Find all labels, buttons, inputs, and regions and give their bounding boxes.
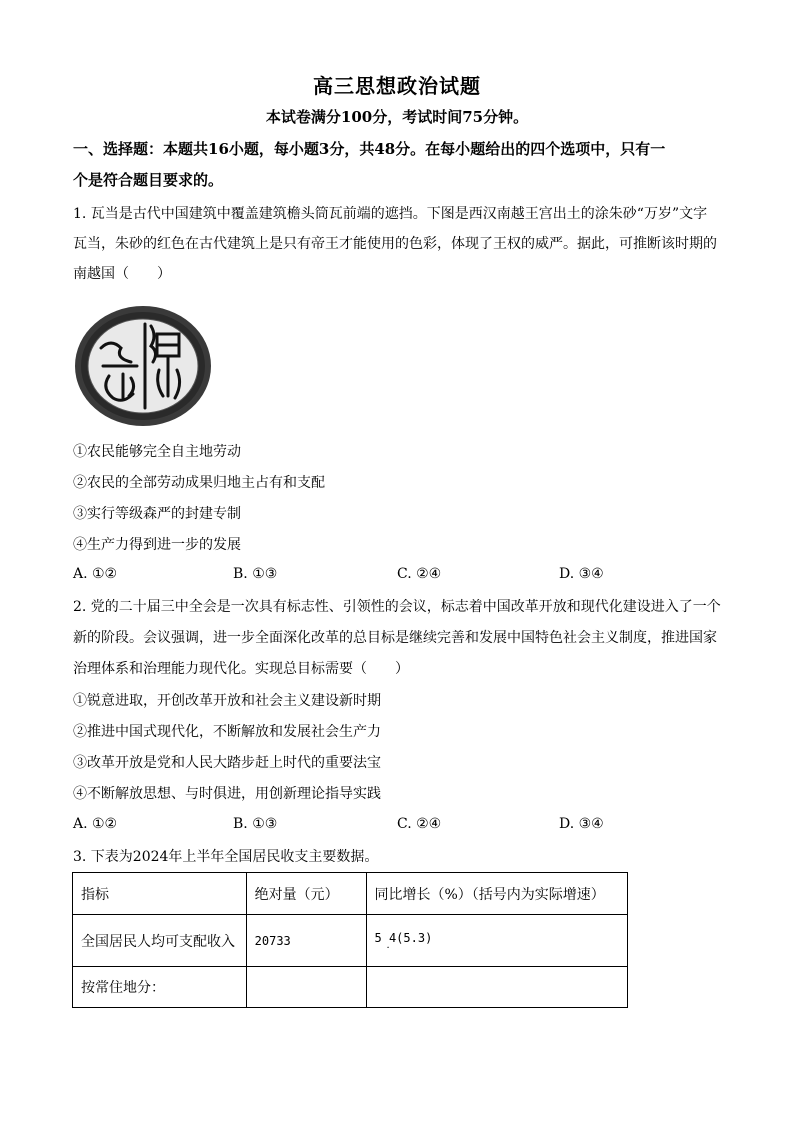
- q2-item: ①锐意进取，开创改革开放和社会主义建设新时期: [73, 693, 381, 709]
- q1-item: ①农民能够完全自主地劳动: [73, 444, 241, 460]
- q1-stem-line: 瓦当，朱砂的红色在古代建筑上是只有帝王才能使用的色彩，体现了王权的威严。据此，可推断该时期的: [73, 236, 717, 252]
- option-b[interactable]: B. ①③: [233, 816, 278, 832]
- section-heading-line: 个是符合题目要求的。: [73, 171, 224, 189]
- option-b[interactable]: B. ①③: [233, 566, 278, 582]
- q3-stem: 3. 下表为2024年上半年全国居民收支主要数据。: [73, 849, 379, 865]
- option-d[interactable]: D. ③④: [559, 816, 604, 832]
- table-row: [73, 967, 628, 1008]
- section-heading-line: 一、选择题：本题共16小题，每小题3分，共48分。在每小题给出的四个选项中，只有一: [73, 140, 666, 158]
- option-c[interactable]: C. ②④: [397, 566, 442, 582]
- section-heading: [73, 134, 725, 196]
- option-a[interactable]: A. ①②: [73, 816, 118, 832]
- table-cell: [366, 915, 628, 967]
- q1-item: ②农民的全部劳动成果归地主占有和支配: [73, 475, 325, 491]
- option-a[interactable]: A. ①②: [73, 566, 118, 582]
- eave-tile-image: [73, 304, 213, 428]
- q2-options: [73, 816, 725, 836]
- q2-stem-line: 治理体系和治理能力现代化。实现总目标需要（ ）: [73, 661, 409, 677]
- growth-value: 5 4(5.3): [374, 930, 433, 945]
- q2-stem-line: 2. 党的二十届三中全会是一次具有标志性、引领性的会议，标志着中国改革开放和现代化建设进入了一个: [73, 599, 721, 615]
- income-table: [72, 872, 628, 1008]
- table-cell: [246, 967, 366, 1008]
- q2-item: ②推进中国式现代化，不断解放和发展社会生产力: [73, 724, 381, 740]
- table-header-cell: 绝对量（元）: [246, 873, 366, 915]
- q2-item: ④不断解放思想、与时俱进，用创新理论指导实践: [73, 786, 381, 802]
- option-d[interactable]: D. ③④: [559, 566, 604, 582]
- table-cell: 全国居民人均可支配收入: [73, 915, 247, 967]
- q1-stem-line: 1. 瓦当是古代中国建筑中覆盖建筑檐头筒瓦前端的遮挡。下图是西汉南越王宫出土的涂朱砂“万岁”文字: [73, 206, 708, 222]
- q2-item: ③改革开放是党和人民大踏步赶上时代的重要法宝: [73, 755, 381, 771]
- page-title: 高三思想政治试题: [313, 74, 481, 98]
- table-row: [73, 915, 628, 967]
- decimal-mark: ·: [386, 942, 390, 954]
- table-header-row: [73, 873, 628, 915]
- q1-item: ③实行等级森严的封建专制: [73, 506, 241, 522]
- q2-stem-line: 新的阶段。会议强调，进一步全面深化改革的总目标是继续完善和发展中国特色社会主义制度，推进国家: [73, 630, 717, 646]
- table-cell: 20733: [246, 915, 366, 967]
- option-c[interactable]: C. ②④: [397, 816, 442, 832]
- table-cell: 按常住地分：: [73, 967, 247, 1008]
- exam-info: 本试卷满分100分，考试时间75分钟。: [265, 108, 529, 126]
- q1-options: [73, 566, 725, 586]
- table-header-cell: 指标: [73, 873, 247, 915]
- table-header-cell: 同比增长（%）（括号内为实际增速）: [366, 873, 628, 915]
- q1-item: ④生产力得到进一步的发展: [73, 537, 241, 553]
- q1-stem-line: 南越国（ ）: [73, 266, 171, 282]
- table-cell: [366, 967, 628, 1008]
